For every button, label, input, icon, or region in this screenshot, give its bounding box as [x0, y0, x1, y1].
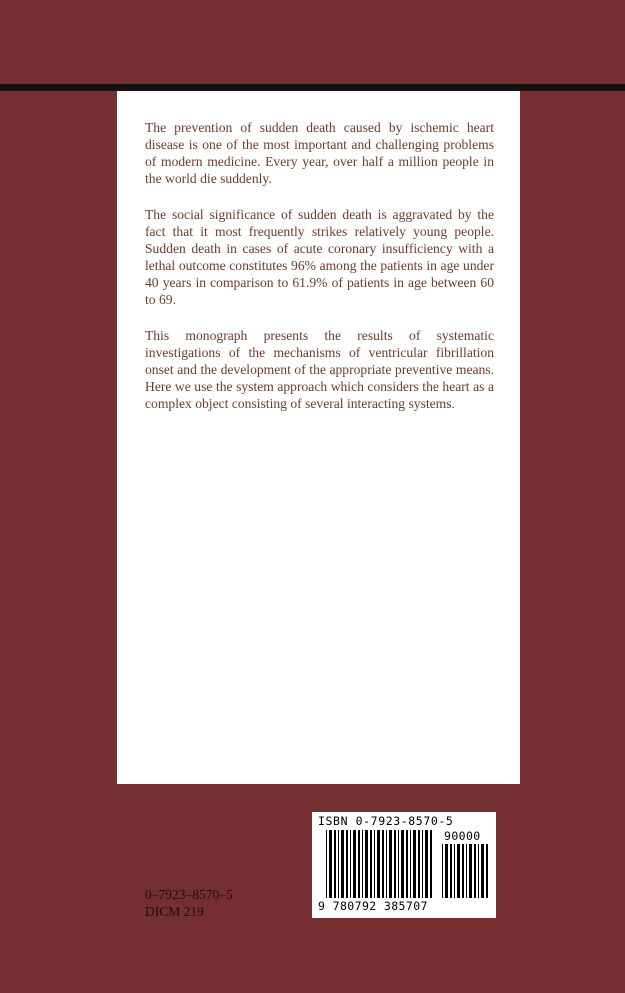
barcode-bar [481, 844, 484, 898]
barcode-bar [466, 844, 467, 898]
barcode-bar [469, 844, 472, 898]
barcode-bar [382, 830, 384, 898]
barcode-bar [410, 830, 411, 898]
isbn-code: 0–7923–8570–5 [145, 887, 233, 902]
barcode-bar [386, 830, 387, 898]
barcode-bar [341, 830, 344, 898]
barcode-label [312, 812, 496, 918]
barcode-ean-digits: 9 780792 385707 [318, 899, 428, 913]
barcode-bar [377, 830, 380, 898]
barcode-bar [486, 844, 488, 898]
barcode-bar [350, 830, 351, 898]
barcode-bar [374, 830, 375, 898]
barcode-bar [454, 844, 455, 898]
barcode-addon-number: 90000 [444, 829, 481, 843]
barcode-bar [329, 830, 332, 898]
barcode-bar [401, 830, 404, 898]
barcode-bar [478, 844, 479, 898]
blurb-panel [117, 91, 520, 784]
barcode-bar [413, 830, 416, 898]
publisher-codes [145, 886, 233, 920]
blurb-paragraph-2: The social significance of sudden death is aggravated by the fact that it most frequently strikes relatively young people. Sudden death in cases of acute coronary insufficiency with a lethal outcome constitutes 96% among the patients in age under 40 years in comparison to 61.9% of patients in age between 60 to 69. [145, 207, 494, 307]
top-rule [0, 84, 625, 91]
barcode-bar [358, 830, 360, 898]
series-code: DICM 219 [145, 904, 204, 919]
barcode-bar [398, 830, 399, 898]
barcode-bar [462, 844, 464, 898]
barcode-bar [457, 844, 460, 898]
barcode-bar [338, 830, 339, 898]
barcode-bar [406, 830, 408, 898]
barcode-bar [422, 830, 423, 898]
barcode-bar [445, 844, 448, 898]
barcode-bar [370, 830, 372, 898]
barcode-bar [394, 830, 396, 898]
barcode-bar [425, 830, 428, 898]
isbn-barcode-text: ISBN 0-7923-8570-5 [318, 814, 454, 828]
barcode-bar [326, 830, 327, 898]
barcode-bar [365, 830, 368, 898]
barcode-bar [389, 830, 392, 898]
barcode-bar [353, 830, 356, 898]
barcode-bar [362, 830, 363, 898]
blurb-paragraph-1: The prevention of sudden death caused by ischemic heart disease is one of the most important and challenging problems of modern medicine. Every year, over half a million people in the world die suddenly. [145, 120, 494, 186]
barcode-bar [346, 830, 348, 898]
barcode-bar [450, 844, 452, 898]
barcode-bar [474, 844, 476, 898]
blurb-paragraph-3: This monograph presents the results of systematic investigations of the mechanisms of ventricular fibrillation onset and the development of the appropriate preventive means. Here we use the system approach which considers the heart as a complex object consisting of several interacting systems. [145, 328, 494, 411]
barcode-bar [442, 844, 443, 898]
barcode-bar [418, 830, 420, 898]
barcode-bar [430, 830, 432, 898]
barcode-bar [334, 830, 336, 898]
